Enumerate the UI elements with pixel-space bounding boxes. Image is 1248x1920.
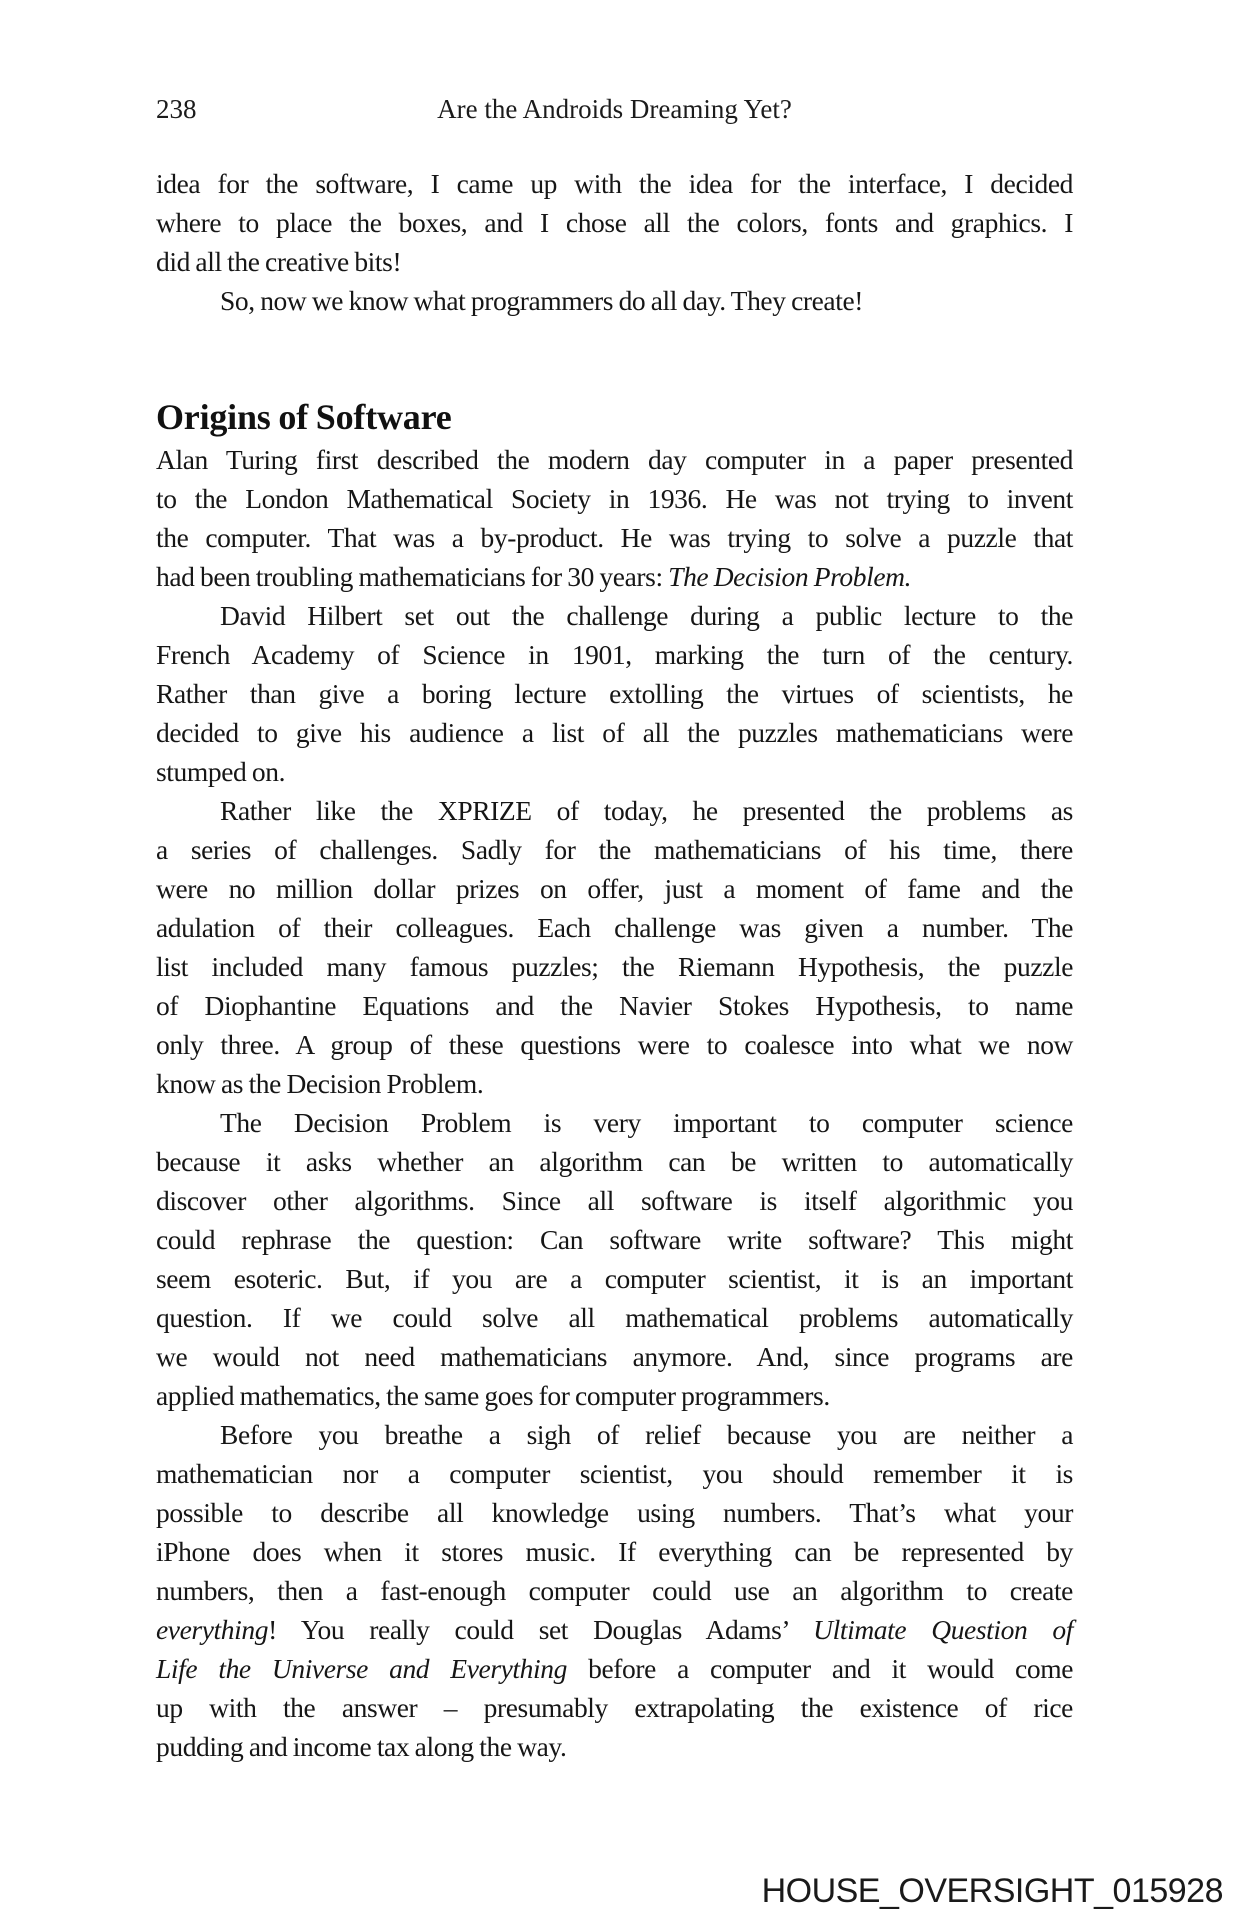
text-line: the computer. That was a by-product. He was trying to solve a puzzle that xyxy=(156,522,1073,553)
paragraph xyxy=(156,164,1073,281)
page-body xyxy=(156,164,1073,1766)
text-line: know as the Decision Problem. xyxy=(156,1068,484,1099)
text-line: up with the answer – presumably extrapolating the existence of rice xyxy=(156,1692,1073,1723)
text-line: had been troubling mathematicians for 30 years: The Decision Problem. xyxy=(156,561,912,592)
paragraph xyxy=(156,596,1073,791)
text-line: Alan Turing first described the modern day computer in a paper presented xyxy=(156,444,1073,475)
text-line: French Academy of Science in 1901, marking the turn of the century. xyxy=(156,639,1073,670)
text-line: could rephrase the question: Can software write software? This might xyxy=(156,1224,1073,1255)
text-line: a series of challenges. Sadly for the mathematicians of his time, there xyxy=(156,834,1073,865)
text-line: The Decision Problem is very important to computer science xyxy=(220,1107,1073,1138)
text-line: decided to give his audience a list of all the puzzles mathematicians were xyxy=(156,717,1073,748)
text-line: Before you breathe a sigh of relief because you are neither a xyxy=(220,1419,1073,1450)
page-number: 238 xyxy=(156,94,197,124)
text-line: So, now we know what programmers do all day. They create! xyxy=(220,285,864,316)
text-line: Rather than give a boring lecture extolling the virtues of scientists, he xyxy=(156,678,1073,709)
paragraph xyxy=(156,791,1073,1103)
text-line: we would not need mathematicians anymore. And, since programs are xyxy=(156,1341,1073,1372)
text-line: everything! You really could set Douglas Adams’ Ultimate Question of xyxy=(156,1614,1073,1645)
text-line: list included many famous puzzles; the Riemann Hypothesis, the puzzle xyxy=(156,951,1073,982)
running-title: Are the Androids Dreaming Yet? xyxy=(437,94,792,124)
text-line: adulation of their colleagues. Each challenge was given a number. The xyxy=(156,912,1073,943)
text-line: because it asks whether an algorithm can be written to automatically xyxy=(156,1146,1073,1177)
text-line: of Diophantine Equations and the Navier Stokes Hypothesis, to name xyxy=(156,990,1073,1021)
text-line: only three. A group of these questions were to coalesce into what we now xyxy=(156,1029,1073,1060)
text-line: were no million dollar prizes on offer, just a moment of fame and the xyxy=(156,873,1073,904)
bates-stamp: HOUSE_OVERSIGHT_015928 xyxy=(761,1872,1223,1910)
paragraph xyxy=(156,1103,1073,1415)
text-line: stumped on. xyxy=(156,756,286,787)
text-line: where to place the boxes, and I chose all the colors, fonts and graphics. I xyxy=(156,207,1073,238)
text-line: Rather like the XPRIZE of today, he presented the problems as xyxy=(220,795,1073,826)
text-line: pudding and income tax along the way. xyxy=(156,1731,567,1762)
paragraph xyxy=(156,440,1073,596)
text-line: David Hilbert set out the challenge during a public lecture to the xyxy=(220,600,1073,631)
text-line: question. If we could solve all mathematical problems automatically xyxy=(156,1302,1073,1333)
running-header xyxy=(156,94,1073,124)
text-line: applied mathematics, the same goes for computer programmers. xyxy=(156,1380,830,1411)
text-line: possible to describe all knowledge using numbers. That’s what your xyxy=(156,1497,1073,1528)
text-line: iPhone does when it stores music. If everything can be represented by xyxy=(156,1536,1073,1567)
text-line: to the London Mathematical Society in 1936. He was not trying to invent xyxy=(156,483,1073,514)
section-heading: Origins of Software xyxy=(156,397,452,437)
text-line: seem esoteric. But, if you are a computer scientist, it is an important xyxy=(156,1263,1073,1294)
text-line: mathematician nor a computer scientist, you should remember it is xyxy=(156,1458,1073,1489)
text-line: Life the Universe and Everything before a computer and it would come xyxy=(156,1653,1074,1684)
text-line: idea for the software, I came up with the idea for the interface, I decided xyxy=(156,168,1073,199)
text-line: did all the creative bits! xyxy=(156,246,402,277)
paragraph xyxy=(156,281,1073,320)
text-line: numbers, then a fast-enough computer could use an algorithm to create xyxy=(156,1575,1073,1606)
text-line: discover other algorithms. Since all software is itself algorithmic you xyxy=(156,1185,1073,1216)
paragraph xyxy=(156,1415,1073,1766)
